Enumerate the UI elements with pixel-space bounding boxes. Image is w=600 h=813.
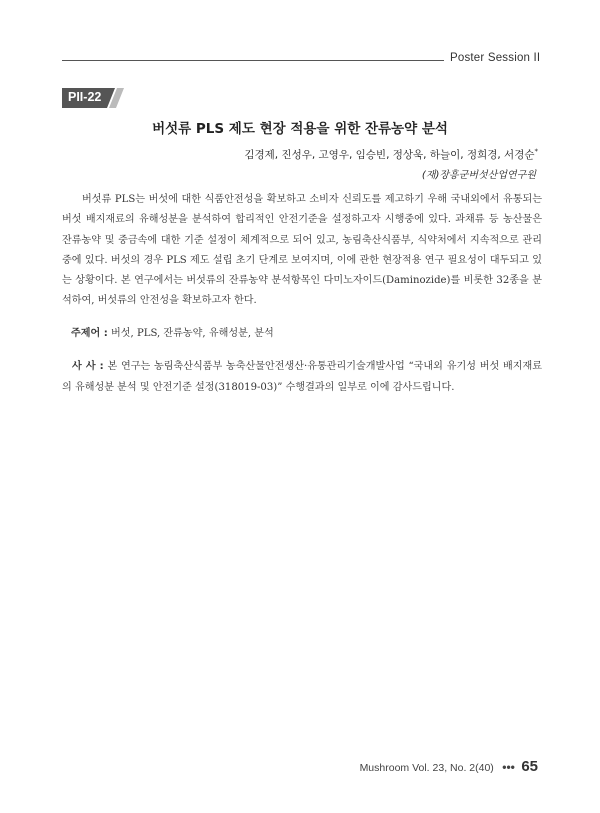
- keywords-label: 주제어 :: [71, 328, 108, 339]
- affiliation: (재)장흥군버섯산업연구원: [421, 170, 536, 181]
- keywords-text: 버섯, PLS, 잔류농약, 유해성분, 분석: [111, 328, 274, 339]
- author-list: [244, 147, 538, 162]
- keywords-line: [71, 324, 274, 339]
- poster-id-badge: [62, 88, 124, 108]
- corresponding-mark: *: [534, 147, 538, 156]
- section-label: Poster Session II: [450, 52, 541, 64]
- page-footer: [360, 758, 538, 776]
- acknowledgement-text: 본 연구는 농림축산식품부 농축산물안전생산·유통관리기술개발사업 “국내외 유기성 버섯 배지재료의 유해성분 분석 및 안전기준 설정(318019-03)” 수행결과의 일부로 이에 감사드립니다.: [62, 361, 542, 393]
- abstract-paragraph: 버섯류 PLS는 버섯에 대한 식품안전성을 확보하고 소비자 신뢰도를 제고하기 우해 국내외에서 유통되는 버섯 배지재료의 유해성분을 분석하여 합리적인 안전기준을 설정하고자 시행중에 있다. 과채류 등 농산물은 잔류농약 및 중금속에 대한 기준 설정이 체계적으로 되어 있고, 농림축산식품부, 식약처에서 지속적으로 관리 중에 있다. 버섯의 경우 PLS 제도 설립 초기 단계로 보여지며, 이에 관한 현장적용 연구 필요성이 대두되고 있는 상황이다. 본 연구에서는 버섯류의 잔류농약 분석항목인 다미노자이드(Daminozide)를 비롯한 32종을 분석하여, 버섯류의 안전성을 확보하고자 한다.: [62, 194, 542, 307]
- acknowledgement-paragraph: [62, 356, 542, 398]
- poster-id: PII-22: [68, 90, 102, 104]
- authors-text: 김경제, 진성우, 고영우, 임승빈, 정상욱, 하늘이, 정희경, 서경순: [244, 149, 535, 161]
- article-title: 버섯류 PLS 제도 현장 적용을 위한 잔류농약 분석: [152, 121, 448, 137]
- header-rule: [62, 60, 444, 61]
- journal-citation: Mushroom Vol. 23, No. 2(40): [359, 762, 494, 774]
- footer-separator: •••: [502, 760, 515, 774]
- page-number: 65: [521, 758, 538, 775]
- acknowledgement-label: 사 사 :: [72, 361, 104, 372]
